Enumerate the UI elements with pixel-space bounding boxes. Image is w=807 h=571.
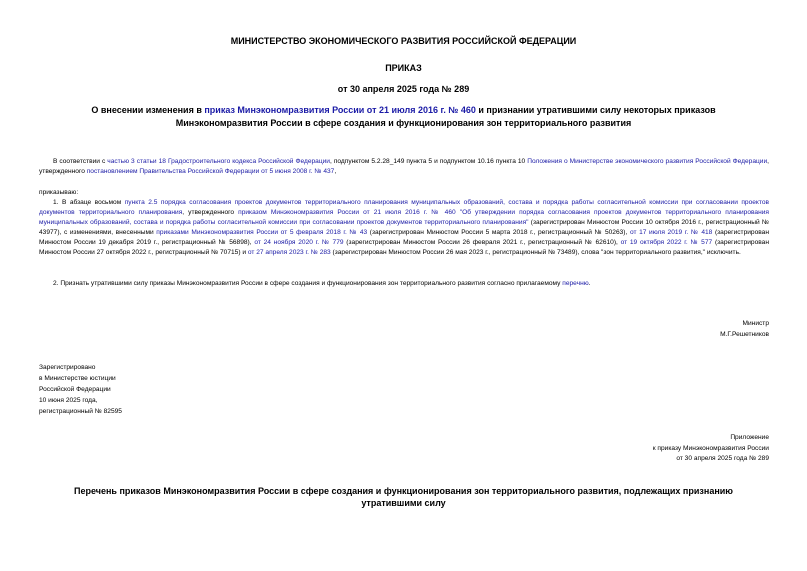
link-order-577[interactable]: от 19 октября 2022 г. № 577: [620, 239, 713, 247]
item-2-text: .: [588, 280, 591, 287]
signature-name: М.Г.Решетников: [720, 330, 769, 338]
signature-block: [600, 319, 769, 340]
registration-line: Российской Федерации: [39, 386, 111, 393]
link-order-779[interactable]: от 24 ноября 2020 г. № 779: [254, 239, 344, 247]
ministry-heading: МИНИСТЕРСТВО ЭКОНОМИЧЕСКОГО РАЗВИТИЯ РОССИЙСКОЙ ФЕДЕРАЦИИ: [230, 36, 577, 46]
item-2-text: 2. Признать утратившими силу приказы Минэкономразвития России в сфере создания и функционирования зон территориального развития согласно прилагаемому: [53, 280, 563, 287]
item-1-text: (зарегистрирован Минюстом России 10 октября 2016 г., регистрационный № 43977), с изменениями, внесенными: [39, 219, 769, 237]
item-1-text: (зарегистрирован Минюстом России 26 мая 2023 г., регистрационный № 73489), слова "зон территориального развития," исключить.: [330, 249, 741, 257]
annex-line: Приложение: [730, 434, 769, 441]
preamble-paragraph: [39, 157, 769, 177]
preamble-text: , подпунктом 5.2.28_149 пункта 5 и подпунктом 10.16 пункта 10: [330, 158, 528, 165]
document-type-heading: ПРИКАЗ: [385, 63, 422, 73]
item-2-paragraph: [39, 279, 769, 289]
registration-line: регистрационный № 82595: [39, 408, 122, 415]
annex-block: [560, 433, 769, 465]
item-1-text: , утвержденного: [182, 209, 239, 217]
annex-line: от 30 апреля 2025 года № 289: [676, 455, 769, 462]
link-paragraph-2-5[interactable]: пункта 2.5 порядка согласования проектов документов территориального планирования муниципальных образований, состава и порядка работы согласительной комиссии при согласовании проектов документов территориального планирования: [39, 199, 769, 217]
order-word: приказываю:: [39, 189, 79, 196]
signature-position: Министр: [742, 320, 769, 327]
registration-line: Зарегистрировано: [39, 364, 96, 371]
registration-block: [39, 362, 239, 417]
item-1-text: (зарегистрирован Минюстом России 19 декабря 2019 г., регистрационный № 56898),: [39, 229, 769, 247]
title-link-order-460[interactable]: приказ Минэкономразвития России от 21 июля 2016 г. № 460: [204, 105, 476, 115]
registration-line: 10 июня 2025 года,: [39, 397, 98, 404]
preamble-text: В соответствии с: [53, 158, 108, 165]
link-town-planning-code[interactable]: частью 3 статьи 18 Градостроительного кодекса Российской Федерации: [107, 158, 330, 165]
link-order-418[interactable]: от 17 июля 2019 г. № 418: [629, 229, 713, 237]
link-order-283[interactable]: от 27 апреля 2023 г. № 283: [247, 249, 331, 257]
link-order-460[interactable]: приказом Минэкономразвития России от 21 июля 2016 г. № 460 "Об утверждении порядка согласования проектов документов территориального планирования муниципальных образований, состава и порядка работы согласительной комиссии при согласовании проектов документов территориального планирования": [39, 209, 769, 227]
preamble-text: , утвержденного: [39, 158, 769, 176]
list-title: Перечень приказов Минэкономразвития России в сфере создания и функционирования зон территориального развития, подлежащих признанию утратившими силу: [74, 486, 733, 508]
document-title: [48, 104, 759, 130]
item-1-text: (зарегистрирован Минюстом России 27 октября 2022 г., регистрационный № 70715) и: [39, 239, 769, 257]
annex-line: к приказу Минэкономразвития России: [652, 444, 769, 452]
item-1-text: (зарегистрирован Минюстом России 26 февраля 2021 г., регистрационный № 62610),: [343, 239, 621, 247]
item-1-text: (зарегистрирован Минюстом России 5 марта 2018 г., регистрационный № 50263),: [367, 229, 630, 237]
item-1-text: 1. В абзаце восьмом: [53, 199, 125, 206]
link-annex-list[interactable]: перечню: [562, 280, 589, 287]
title-text-pre: О внесении изменения в: [91, 105, 205, 115]
link-ministry-regulation[interactable]: Положения о Министерстве экономического развития Российской Федерации: [527, 158, 768, 165]
item-1-paragraph: [39, 198, 769, 259]
link-government-decree-437[interactable]: постановлением Правительства Российской Федерации от 5 июня 2008 г. № 437: [86, 168, 335, 176]
preamble-text: ,: [334, 168, 337, 176]
title-text-post: и признании утратившими силу некоторых приказов Минэкономразвития России в сфере создания и функционирования зон территориального развития: [175, 105, 716, 128]
date-number-heading: от 30 апреля 2025 года № 289: [337, 84, 470, 94]
link-order-43[interactable]: приказами Минэкономразвития России от 5 февраля 2018 г. № 43: [156, 229, 368, 237]
registration-line: в Министерстве юстиции: [39, 375, 116, 382]
